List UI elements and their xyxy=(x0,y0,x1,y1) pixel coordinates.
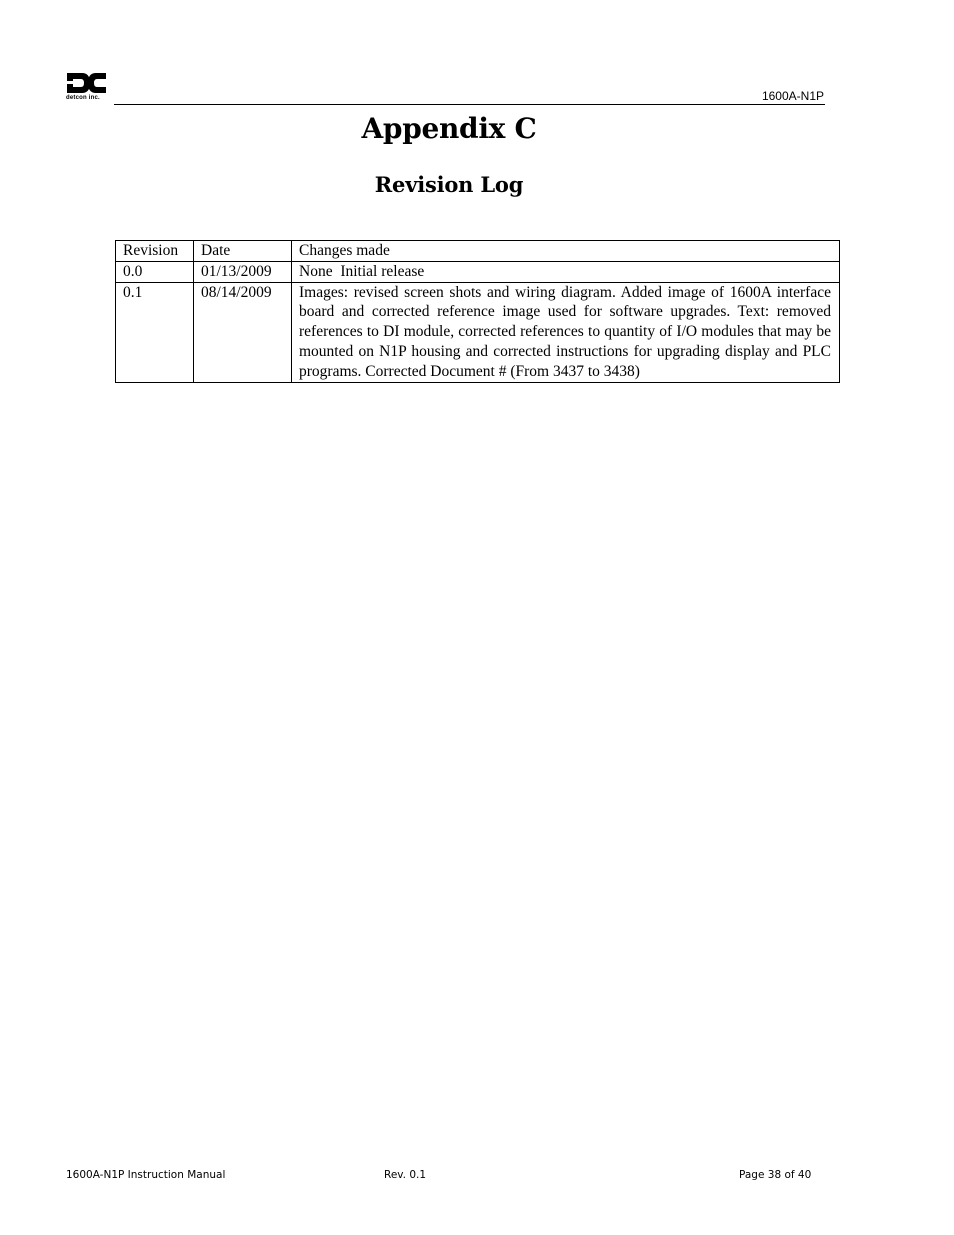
document-code: 1600A-N1P xyxy=(761,89,824,103)
header-divider xyxy=(114,104,825,105)
company-logo xyxy=(66,71,110,105)
header-date: Date xyxy=(194,241,292,262)
footer-manual-name: 1600A-N1P Instruction Manual xyxy=(66,1169,226,1181)
revision-log-table xyxy=(115,240,840,383)
header-revision: Revision xyxy=(116,241,194,262)
footer-revision: Rev. 0.1 xyxy=(384,1169,427,1181)
table-header-row xyxy=(116,241,840,262)
table-row xyxy=(116,282,840,382)
cell-changes: None Initial release xyxy=(292,261,840,282)
cell-date: 01/13/2009 xyxy=(194,261,292,282)
header-changes: Changes made xyxy=(292,241,840,262)
cell-revision: 0.0 xyxy=(116,261,194,282)
detcon-logo-icon xyxy=(66,71,110,97)
table-row xyxy=(116,261,840,282)
cell-changes: Images: revised screen shots and wiring diagram. Added image of 1600A interface board and corrected reference image used for software upgrades. Text: removed references to DI module, corrected references to quantity of I/O modules that may be mounted on N1P housing and corrected instructions for upgrading display and PLC programs. Corrected Document # (From 3437 to 3438) xyxy=(292,282,840,382)
page-title: Appendix C xyxy=(361,112,537,145)
page-subtitle: Revision Log xyxy=(374,172,524,197)
cell-date: 08/14/2009 xyxy=(194,282,292,382)
footer-page-number: Page 38 of 40 xyxy=(739,1169,812,1181)
cell-revision: 0.1 xyxy=(116,282,194,382)
logo-text: detcon inc. xyxy=(66,95,100,101)
